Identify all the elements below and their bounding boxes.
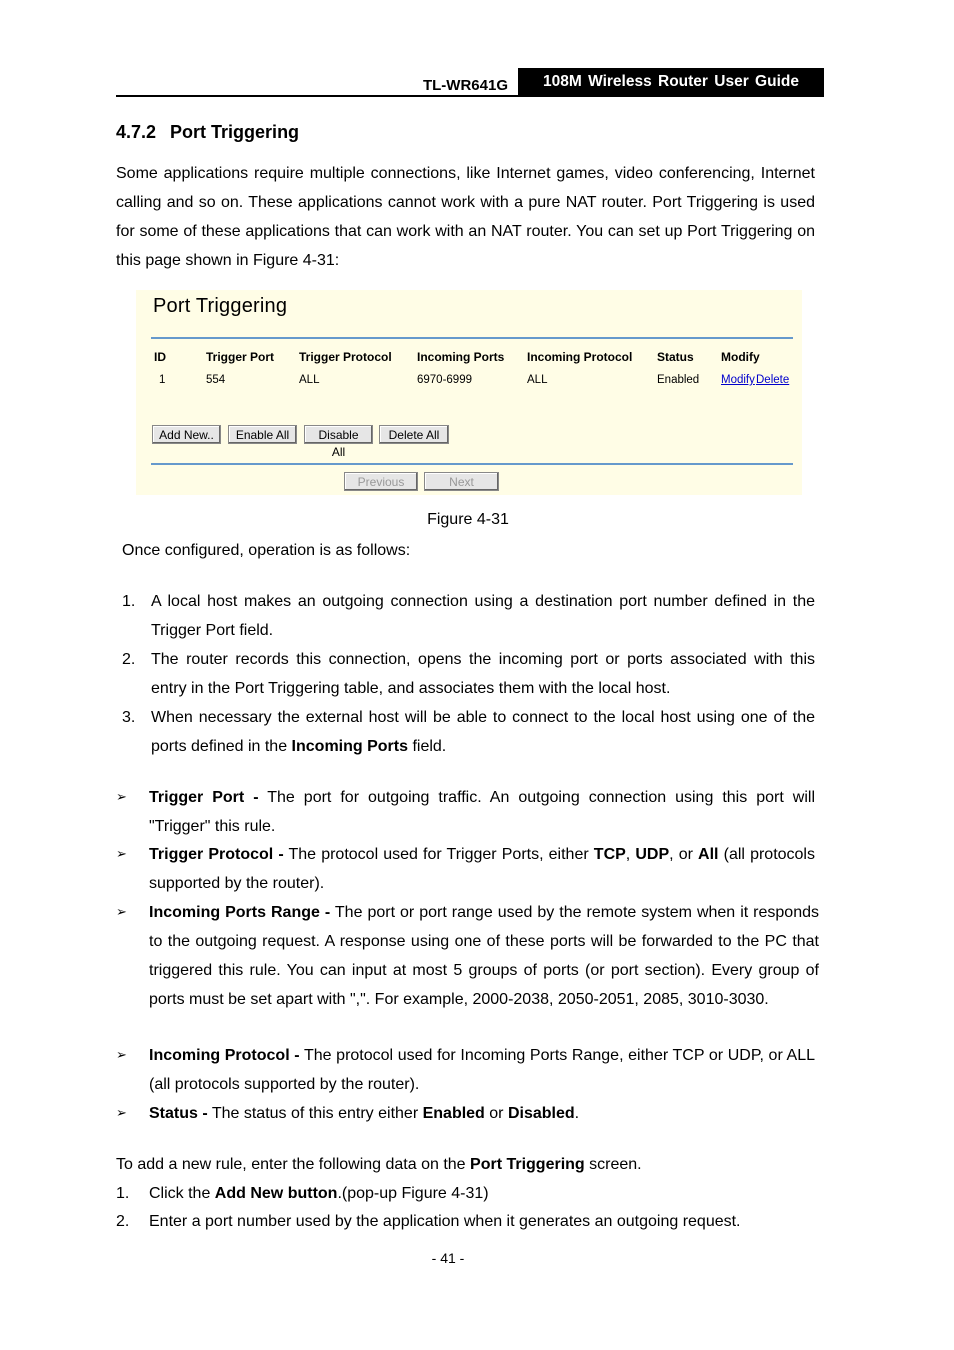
enable-all-button[interactable]: Enable All: [228, 425, 297, 444]
section-heading: [116, 122, 299, 143]
screen-top-rule: [151, 337, 793, 339]
definition-text: Trigger Port - The port for outgoing traffic. An outgoing connection using this port will "Trigger" this rule.: [149, 789, 816, 835]
step-number: 1.: [116, 1185, 130, 1202]
definition-text: Incoming Ports Range - The port or port range used by the remote system when it responds to the outgoing request. A response using one of these ports will be forwarded to the PC that triggered this rule. You can input at most 5 groups of ports (or port section). Every group of ports must be set apart with ",". For example, 2000-2038, 2050-2051, 2085, 3010-3030.: [149, 904, 819, 1008]
row-incoming-protocol: ALL: [527, 374, 548, 386]
header-rule: [116, 95, 824, 97]
next-button[interactable]: Next: [424, 472, 499, 491]
modify-link[interactable]: Modify: [721, 374, 755, 386]
definition-text: Incoming Protocol - The protocol used for Incoming Ports Range, either TCP or UDP, or ALL (all protocols supported by the router).: [149, 1047, 815, 1093]
screen-title: Port Triggering: [153, 295, 288, 317]
row-id: 1: [159, 374, 166, 386]
port-triggering-screenshot: [136, 290, 802, 495]
col-trigger-port: Trigger Port: [206, 350, 275, 364]
arrow-bullet-icon: ➢: [116, 847, 127, 862]
page-header: [116, 68, 824, 96]
col-modify: Modify: [721, 350, 760, 364]
row-trigger-protocol: ALL: [299, 374, 320, 386]
col-trigger-protocol: Trigger Protocol: [299, 350, 392, 364]
disable-all-button[interactable]: Disable All: [304, 425, 373, 444]
definition-text: Trigger Protocol - The protocol used for Trigger Ports, either TCP, UDP, or All (all protocols supported by the router).: [149, 846, 815, 892]
step-number: 1.: [122, 593, 136, 610]
step-text: When necessary the external host will be able to connect to the local host using one of the ports defined in the Incoming Ports field.: [151, 709, 815, 755]
row-trigger-port: 554: [206, 374, 226, 386]
arrow-bullet-icon: ➢: [116, 790, 127, 805]
delete-link[interactable]: Delete: [756, 374, 790, 386]
definition-text: Status - The status of this entry either Enabled or Disabled.: [149, 1105, 580, 1122]
col-incoming-protocol: Incoming Protocol: [527, 350, 633, 364]
step-text: A local host makes an outgoing connection using a destination port number defined in the Trigger Port field.: [151, 593, 815, 639]
screen-bottom-rule: [151, 463, 793, 465]
step-number: 3.: [122, 709, 136, 726]
step-text: The router records this connection, opens the incoming port or ports associated with this entry in the Port Triggering table, and associates them with the local host.: [151, 651, 815, 697]
row-incoming-ports: 6970-6999: [417, 374, 472, 386]
arrow-bullet-icon: ➢: [116, 905, 127, 920]
header-guide-title: 108M Wireless Router User Guide: [518, 68, 824, 96]
arrow-bullet-icon: ➢: [116, 1106, 127, 1121]
section-number: 4.7.2: [116, 122, 157, 142]
page-number: - 41 -: [431, 1250, 465, 1266]
header-model: TL-WR641G: [422, 77, 508, 94]
add-rule-intro: To add a new rule, enter the following data on the Port Triggering screen.: [116, 1156, 642, 1173]
step-text: Enter a port number used by the application when it generates an outgoing request.: [149, 1213, 741, 1230]
col-status: Status: [657, 350, 694, 364]
operation-intro: Once configured, operation is as follows:: [122, 542, 411, 559]
step-number: 2.: [116, 1213, 130, 1230]
arrow-bullet-icon: ➢: [116, 1048, 127, 1063]
add-new-button[interactable]: Add New..: [152, 425, 221, 444]
step-number: 2.: [122, 651, 136, 668]
intro-paragraph: Some applications require multiple connections, like Internet games, video conferencing, Internet calling and so on. These applications cannot work with a pure NAT router. Port Triggering is used for some of these applications that can work with an NAT router. You can set up Port Triggering on this page shown in Figure 4-31:: [116, 165, 815, 269]
section-title: Port Triggering: [170, 122, 300, 142]
col-id: ID: [154, 350, 166, 364]
step-text: Click the Add New button.(pop-up Figure 4-31): [149, 1185, 489, 1202]
previous-button[interactable]: Previous: [344, 472, 418, 491]
row-status: Enabled: [657, 374, 700, 386]
delete-all-button[interactable]: Delete All: [379, 425, 449, 444]
figure-caption: Figure 4-31: [427, 511, 509, 528]
col-incoming-ports: Incoming Ports: [417, 350, 505, 364]
